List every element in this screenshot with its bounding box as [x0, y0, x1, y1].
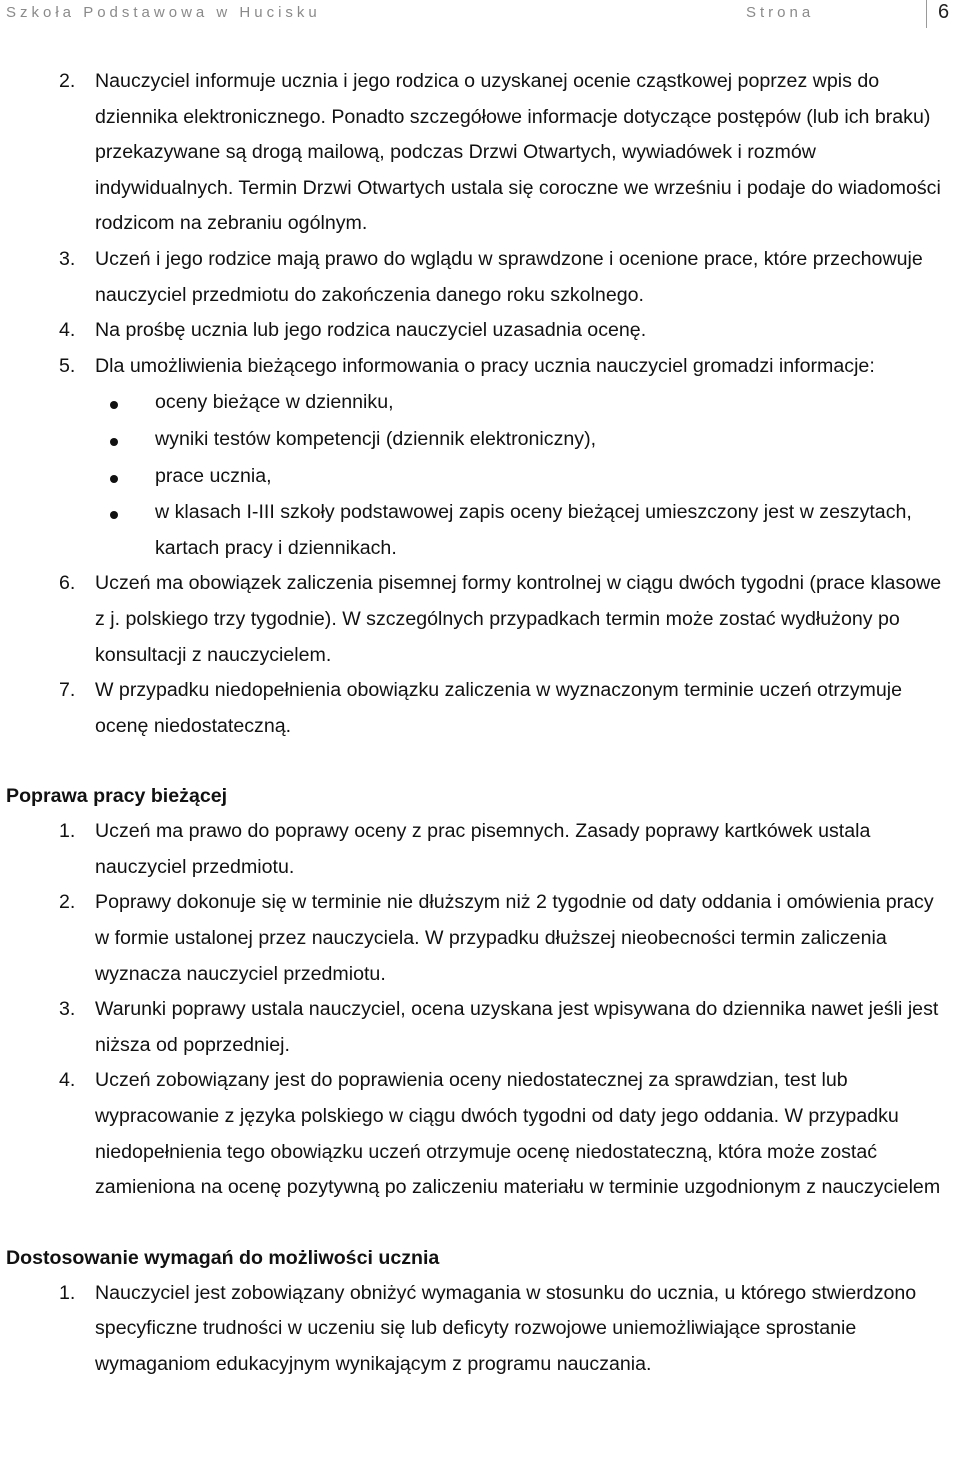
list-item — [0, 673, 945, 744]
bullet-item — [0, 495, 945, 566]
list-item — [0, 64, 945, 242]
school-name: Szkoła Podstawowa w Hucisku — [6, 4, 321, 21]
item-text: Uczeń i jego rodzice mają prawo do wglądu w sprawdzone i ocenione prace, które przechowuje nauczyciel przedmiotu do zakończenia danego roku szkolnego. — [95, 247, 923, 306]
bullet-icon — [110, 438, 118, 446]
item-number: 7. — [59, 679, 76, 702]
bullet-text: prace ucznia, — [155, 464, 272, 487]
list-item — [0, 349, 945, 385]
item-text: Uczeń ma obowiązek zaliczenia pisemnej formy kontrolnej w ciągu dwóch tygodni (prace klasowe z j. polskiego trzy tygodnie). W szczególnych przypadkach termin może zostać wydłużony po konsultacji z nauczycielem. — [95, 572, 942, 666]
document-body — [0, 64, 960, 1383]
item-number: 5. — [59, 354, 76, 377]
section-heading: Poprawa pracy bieżącej — [6, 785, 228, 808]
page-number: 6 — [938, 1, 950, 23]
spacer — [0, 1206, 960, 1241]
list-item — [0, 1276, 945, 1383]
bullet-item — [0, 422, 945, 458]
item-number: 2. — [59, 891, 76, 914]
item-number: 3. — [59, 247, 76, 270]
page-label: Strona — [746, 4, 815, 21]
list-item — [0, 992, 945, 1063]
list-item — [0, 885, 945, 992]
item-number: 6. — [59, 572, 76, 595]
bullet-text: w klasach I-III szkoły podstawowej zapis oceny bieżącej umieszczony jest w zeszytach, kartach pracy i dziennikach. — [155, 501, 912, 559]
list-item — [0, 1063, 945, 1205]
item-text: Uczeń zobowiązany jest do poprawienia oceny niedostatecznej za sprawdzian, test lub wypracowanie z języka polskiego w ciągu dwóch tygodni od daty jego oddania. W przypadku niedopełnienia tego obowiązku uczeń otrzymuje ocenę niedostateczną, która może zostać zamieniona na ocenę pozytywną po zaliczeniu materiału w terminie uzgodnionym z nauczycielem — [95, 1069, 941, 1199]
item-number: 4. — [59, 1069, 76, 1092]
bullet-icon — [110, 511, 118, 519]
list-item — [0, 814, 945, 885]
item-text: W przypadku niedopełnienia obowiązku zaliczenia w wyznaczonym terminie uczeń otrzymuje ocenę niedostateczną. — [95, 679, 902, 737]
bullet-icon — [110, 401, 118, 409]
item-number: 4. — [59, 319, 76, 342]
list-item — [0, 242, 945, 313]
item-text: Nauczyciel jest zobowiązany obniżyć wymagania w stosunku do ucznia, u którego stwierdzono specyficzne trudności w uczeniu się lub deficyty rozwojowe uniemożliwiające sprostanie wymaganiom edukacyjnym wynikającym z programu nauczania. — [95, 1281, 917, 1375]
header-divider — [926, 0, 927, 28]
item-number: 1. — [59, 820, 76, 843]
bullet-item — [0, 385, 945, 421]
item-text: Uczeń ma prawo do poprawy oceny z prac pisemnych. Zasady poprawy kartkówek ustala nauczyciel przedmiotu. — [95, 820, 871, 878]
item-text: Warunki poprawy ustala nauczyciel, ocena uzyskana jest wpisywana do dziennika nawet jeśli jest niższa od poprzedniej. — [95, 998, 939, 1056]
item-text: Dla umożliwienia bieżącego informowania o pracy ucznia nauczyciel gromadzi informacje: — [95, 354, 875, 377]
bullet-text: wyniki testów kompetencji (dziennik elektroniczny), — [155, 427, 597, 450]
spacer — [0, 744, 960, 779]
item-number: 1. — [59, 1281, 76, 1304]
page-header — [0, 0, 960, 30]
item-number: 3. — [59, 998, 76, 1021]
section-heading: Dostosowanie wymagań do możliwości ucznia — [6, 1246, 440, 1269]
bullet-text: oceny bieżące w dzienniku, — [155, 391, 394, 414]
bullet-item — [0, 459, 945, 495]
item-text: Nauczyciel informuje ucznia i jego rodzica o uzyskanej ocenie cząstkowej poprzez wpis do dziennika elektronicznego. Ponadto szczegółowe informacje dotyczące postępów (lub ich braku) przekazywane są drogą mailową, podczas Drzwi Otwartych, wywiadówek i rozmów indywidualnych. Termin Drzwi Otwartych ustala się coroczne we wrześniu i podaje do wiadomości rodzicom na zebraniu ogólnym. — [95, 70, 941, 235]
list-item — [0, 566, 945, 673]
list-item — [0, 313, 945, 349]
item-text: Na prośbę ucznia lub jego rodzica nauczyciel uzasadnia ocenę. — [95, 319, 647, 342]
item-text: Poprawy dokonuje się w terminie nie dłuższym niż 2 tygodnie od daty oddania i omówienia pracy w formie ustalonej przez nauczyciela. W przypadku dłuższej nieobecności termin zaliczenia wyznacza nauczyciel przedmiotu. — [95, 891, 934, 985]
item-number: 2. — [59, 70, 76, 92]
bullet-icon — [110, 475, 118, 483]
